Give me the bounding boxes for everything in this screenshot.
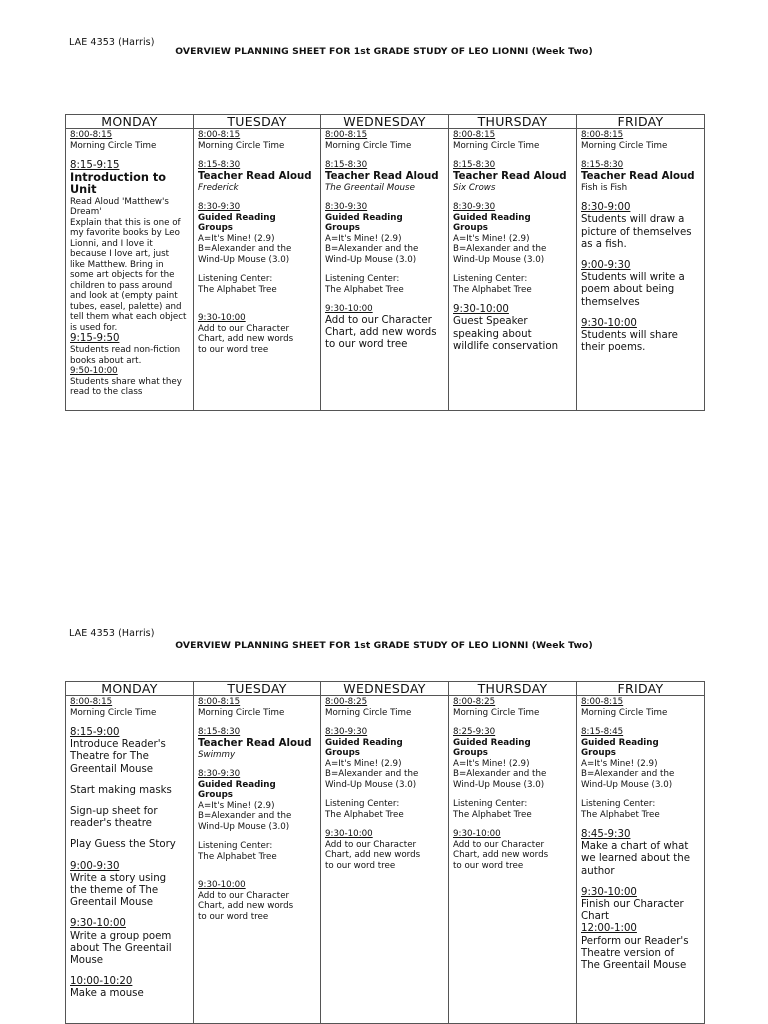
activity-line: A=It's Mine! (2.9) [198,800,275,811]
spacer [581,790,700,799]
activity-line: Fish is Fish [581,182,628,193]
day-header-thursday: THURSDAY [449,115,577,129]
activity-line: and look at (empty paint [70,291,178,302]
spacer [198,193,316,202]
activity-line: Theatre for The [70,751,149,763]
activity-line: Wind-Up Mouse (3.0) [325,779,417,790]
day-header-monday: MONDAY [66,115,194,129]
activity-line: the theme of The [70,885,159,897]
spacer [325,718,444,727]
time-slot: 8:00-8:15 [70,697,113,707]
day-cell-thursday [449,129,577,411]
activity-line: reader's theatre [70,818,152,830]
activity-line: Play Guess the Story [70,839,176,851]
spacer [325,295,444,304]
time-slot: 8:00-8:15 [198,697,241,707]
spacer [453,820,572,829]
activity-line: Groups [581,748,616,758]
activity-line: Chart, add new words [198,901,294,912]
day-cell-wednesday [321,696,449,1024]
course-label: LAE 4353 (Harris) [69,628,155,639]
activity-line: Wind-Up Mouse (3.0) [581,779,673,790]
activity-line: Morning Circle Time [325,707,412,718]
time-slot: 8:15-8:30 [581,160,624,170]
spacer [453,151,572,160]
day-header-friday: FRIDAY [577,115,705,129]
activity-line: Listening Center: [453,274,528,285]
activity-line: about The Greentail [70,942,172,954]
spacer [198,832,316,841]
time-slot: 8:00-8:15 [325,130,368,140]
time-slot: 8:15-8:30 [198,160,241,170]
time-slot: 9:30-10:00 [325,829,373,839]
activity-line: is used for. [70,322,118,333]
activity-line: A=It's Mine! (2.9) [325,758,402,769]
day-header-tuesday: TUESDAY [194,115,321,129]
activity-line: Groups [198,790,233,801]
spacer [70,909,189,918]
activity-line: Chart, add new words [325,850,421,860]
activity-line: Greentail Mouse [70,897,154,909]
spacer [70,797,189,806]
activity-line: Listening Center: [581,799,656,809]
activity-line: The Alphabet Tree [453,809,532,820]
time-slot: 9:30-10:00 [581,317,637,329]
activity-line: B=Alexander and the [453,769,547,779]
activity-line: Morning Circle Time [70,707,157,718]
activity-line: to our word tree [198,911,269,922]
activity-line: Morning Circle Time [325,140,412,151]
day-cell-monday [66,696,194,1024]
spacer [198,871,316,880]
activity-line: Mouse [70,955,104,967]
day-header-wednesday: WEDNESDAY [321,115,449,129]
activity-line: B=Alexander and the [581,769,675,779]
spacer [453,295,572,304]
activity-line: Perform our Reader's [581,935,689,947]
activity-line: Morning Circle Time [198,140,285,151]
activity-line: to our word tree [198,344,269,355]
activity-line: Add to our Character [453,839,545,850]
time-slot: 9:30-10:00 [453,304,509,316]
activity-line: tell them what each object [70,312,187,323]
activity-line: Morning Circle Time [581,707,668,718]
activity-line: to our word tree [325,339,408,351]
activity-line: Guided Reading [581,737,659,748]
activity-line: Wind-Up Mouse (3.0) [453,779,545,790]
activity-line: Wind-Up Mouse (3.0) [453,254,545,265]
activity-line: Swimmy [198,749,236,760]
spacer [581,193,700,202]
spacer [325,265,444,274]
activity-line: B=Alexander and the [453,244,547,255]
day-cell-wednesday [321,129,449,411]
spacer [581,718,700,727]
activity-line: Morning Circle Time [453,140,540,151]
spacer [198,304,316,313]
activity-line: Greentail Mouse [70,763,154,775]
activity-line: Guided Reading [198,779,276,790]
activity-line: The Alphabet Tree [198,851,277,862]
time-slot: 8:00-8:15 [581,130,624,140]
spacer [198,151,316,160]
activity-line: Listening Center: [198,841,273,852]
time-slot: 8:25-9:30 [453,727,496,737]
activity-line: The Alphabet Tree [325,284,404,295]
time-slot: 8:30-9:30 [453,202,496,213]
spacer [198,295,316,304]
activity-line: Teacher Read Aloud [581,170,695,182]
activity-line: Groups [325,748,360,758]
activity-line: Finish our Character [581,899,684,911]
spacer [325,193,444,202]
sheet-title: OVERVIEW PLANNING SHEET FOR 1st GRADE STUDY OF LEO LIONNI (Week Two) [175,46,593,57]
spacer [198,862,316,871]
course-label: LAE 4353 (Harris) [69,37,155,48]
activity-line: Add to our Character [198,323,290,334]
activity-line: The Alphabet Tree [325,809,404,820]
activity-line: books about art. [70,355,142,366]
activity-line: A=It's Mine! (2.9) [453,758,530,769]
spacer [453,718,572,727]
activity-line: some art objects for the [70,270,175,281]
activity-line: to our word tree [453,860,524,871]
schedule-table [65,681,705,1024]
activity-line: A=It's Mine! (2.9) [198,233,275,244]
activity-line: themselves [581,296,640,308]
activity-line: Read Aloud 'Matthew's [70,196,169,207]
activity-line: Groups [453,748,488,758]
activity-line: Students will share [581,330,678,342]
activity-line: Students will draw a [581,214,685,226]
time-slot: 9:00-9:30 [581,260,631,272]
time-slot: 8:15-8:30 [198,727,241,737]
spacer [453,265,572,274]
day-cell-tuesday [194,696,321,1024]
activity-line: Listening Center: [453,799,528,809]
time-slot: 8:15-9:00 [70,727,120,738]
spacer [70,852,189,861]
activity-line: Listening Center: [325,274,400,285]
activity-line: Teacher Read Aloud [453,170,567,182]
time-slot: 8:00-8:25 [325,697,368,707]
time-slot: 9:30-10:00 [70,918,126,930]
activity-line: tubes, easel, palette) and [70,301,182,312]
activity-line: The Alphabet Tree [453,284,532,295]
activity-line: A=It's Mine! (2.9) [453,233,530,244]
spacer [198,265,316,274]
activity-line: Introduce Reader's [70,739,166,751]
time-slot: 8:30-9:30 [198,202,241,213]
activity-line: A=It's Mine! (2.9) [581,758,658,769]
activity-line: Guided Reading [453,212,531,223]
activity-line: Guided Reading [198,212,276,223]
activity-line: like Matthew. Bring in [70,259,164,270]
day-header-thursday: THURSDAY [449,682,577,696]
day-cell-friday [577,129,705,411]
activity-line: Chart [581,911,609,923]
time-slot: 9:15-9:50 [70,333,120,345]
activity-line: Guided Reading [325,737,403,748]
activity-line: Wind-Up Mouse (3.0) [325,254,417,265]
time-slot: 9:30-10:00 [198,313,246,324]
activity-line: Lionni, and I love it [70,238,153,249]
activity-line: Students read non-fiction [70,345,181,356]
activity-line: Unit [70,183,97,197]
activity-line: Chart, add new words [453,850,549,860]
activity-line: their poems. [581,342,646,354]
day-cell-monday [66,129,194,411]
activity-line: Morning Circle Time [581,140,668,151]
time-slot: 9:00-9:30 [70,860,120,872]
activity-line: Listening Center: [198,274,273,285]
activity-line: Guided Reading [453,737,531,748]
time-slot: 8:00-8:15 [70,130,113,140]
activity-line: because I love art, just [70,249,170,260]
time-slot: 8:30-9:30 [325,727,368,737]
activity-line: Make a chart of what [581,841,689,853]
time-slot: 8:30-9:30 [325,202,368,213]
time-slot: 8:30-9:30 [198,769,241,780]
activity-line: read to the class [70,387,143,398]
activity-line: Morning Circle Time [453,707,540,718]
activity-line: B=Alexander and the [325,244,419,255]
activity-line: we learned about the [581,853,690,865]
day-cell-tuesday [194,129,321,411]
activity-line: Groups [325,223,360,234]
spacer [325,151,444,160]
time-slot: 8:15-9:15 [70,160,120,171]
activity-line: author [581,865,615,877]
activity-line: The Alphabet Tree [581,809,660,820]
time-slot: 8:00-8:15 [453,130,496,140]
activity-line: The Greentail Mouse [325,182,415,193]
time-slot: 9:50-10:00 [70,366,118,377]
spacer [325,820,444,829]
activity-line: A=It's Mine! (2.9) [325,233,402,244]
spacer [198,760,316,769]
activity-line: Write a group poem [70,930,172,942]
activity-line: my favorite books by Leo [70,228,180,239]
time-slot: 8:00-8:15 [198,130,241,140]
activity-line: Morning Circle Time [198,707,285,718]
activity-line: The Greentail Mouse [581,960,687,972]
activity-line: Groups [453,223,488,234]
activity-line: Six Crows [453,182,496,193]
time-slot: 9:30-10:00 [198,880,246,891]
spacer [70,830,189,839]
spacer [325,790,444,799]
schedule-table [65,114,705,411]
activity-line: Groups [198,223,233,234]
spacer [70,776,189,785]
spacer [581,151,700,160]
day-cell-friday [577,696,705,1024]
day-header-wednesday: WEDNESDAY [321,682,449,696]
activity-line: Start making masks [70,784,172,796]
activity-line: Frederick [198,182,239,193]
sheet-title: OVERVIEW PLANNING SHEET FOR 1st GRADE STUDY OF LEO LIONNI (Week Two) [175,640,593,651]
activity-line: Make a mouse [70,988,144,1000]
time-slot: 8:30-9:00 [581,202,631,214]
activity-line: Guided Reading [325,212,403,223]
activity-line: The Alphabet Tree [198,284,277,295]
activity-line: Guest Speaker [453,316,528,328]
spacer [581,820,700,829]
activity-line: wildlife conservation [453,340,559,352]
spacer [198,718,316,727]
activity-line: Teacher Read Aloud [325,170,439,182]
spacer [70,967,189,976]
activity-line: Wind-Up Mouse (3.0) [198,254,290,265]
activity-line: Explain that this is one of [70,217,181,228]
activity-line: poem about being [581,284,675,296]
spacer [453,193,572,202]
time-slot: 8:15-8:30 [325,160,368,170]
day-cell-thursday [449,696,577,1024]
time-slot: 8:45-9:30 [581,829,631,840]
activity-line: Add to our Character [325,314,432,326]
activity-line: Add to our Character [198,890,290,901]
activity-line: Chart, add new words [325,326,437,338]
time-slot: 10:00-10:20 [70,976,133,988]
activity-line: Introduction to [70,171,166,185]
activity-line: children to pass around [70,280,173,291]
activity-line: Add to our Character [325,839,417,850]
activity-line: Students share what they [70,376,182,387]
activity-line: Students will write a [581,272,685,284]
activity-line: as a fish. [581,238,627,250]
spacer [70,151,189,160]
activity-line: Chart, add new words [198,334,294,345]
spacer [453,790,572,799]
time-slot: 12:00-1:00 [581,923,637,935]
spacer [70,718,189,727]
day-header-friday: FRIDAY [577,682,705,696]
activity-line: Write a story using [70,872,167,884]
activity-line: Morning Circle Time [70,140,157,151]
activity-line: Listening Center: [325,799,400,809]
time-slot: 8:15-8:30 [453,160,496,170]
time-slot: 9:30-10:00 [453,829,501,839]
activity-line: B=Alexander and the [325,769,419,779]
activity-line: B=Alexander and the [198,811,292,822]
spacer [581,878,700,887]
day-header-tuesday: TUESDAY [194,682,321,696]
time-slot: 8:00-8:15 [581,697,624,707]
activity-line: Sign-up sheet for [70,806,158,818]
spacer [581,251,700,260]
activity-line: Teacher Read Aloud [198,737,312,749]
time-slot: 8:15-8:45 [581,727,624,737]
day-header-monday: MONDAY [66,682,194,696]
activity-line: speaking about [453,328,532,340]
time-slot: 9:30-10:00 [581,886,637,898]
activity-line: B=Alexander and the [198,244,292,255]
activity-line: Theatre version of [581,947,675,959]
activity-line: Teacher Read Aloud [198,170,312,182]
activity-line: to our word tree [325,860,396,871]
spacer [581,309,700,318]
activity-line: Wind-Up Mouse (3.0) [198,821,290,832]
time-slot: 8:00-8:25 [453,697,496,707]
time-slot: 9:30-10:00 [325,304,373,315]
activity-line: picture of themselves [581,226,692,238]
activity-line: Dream' [70,207,102,218]
